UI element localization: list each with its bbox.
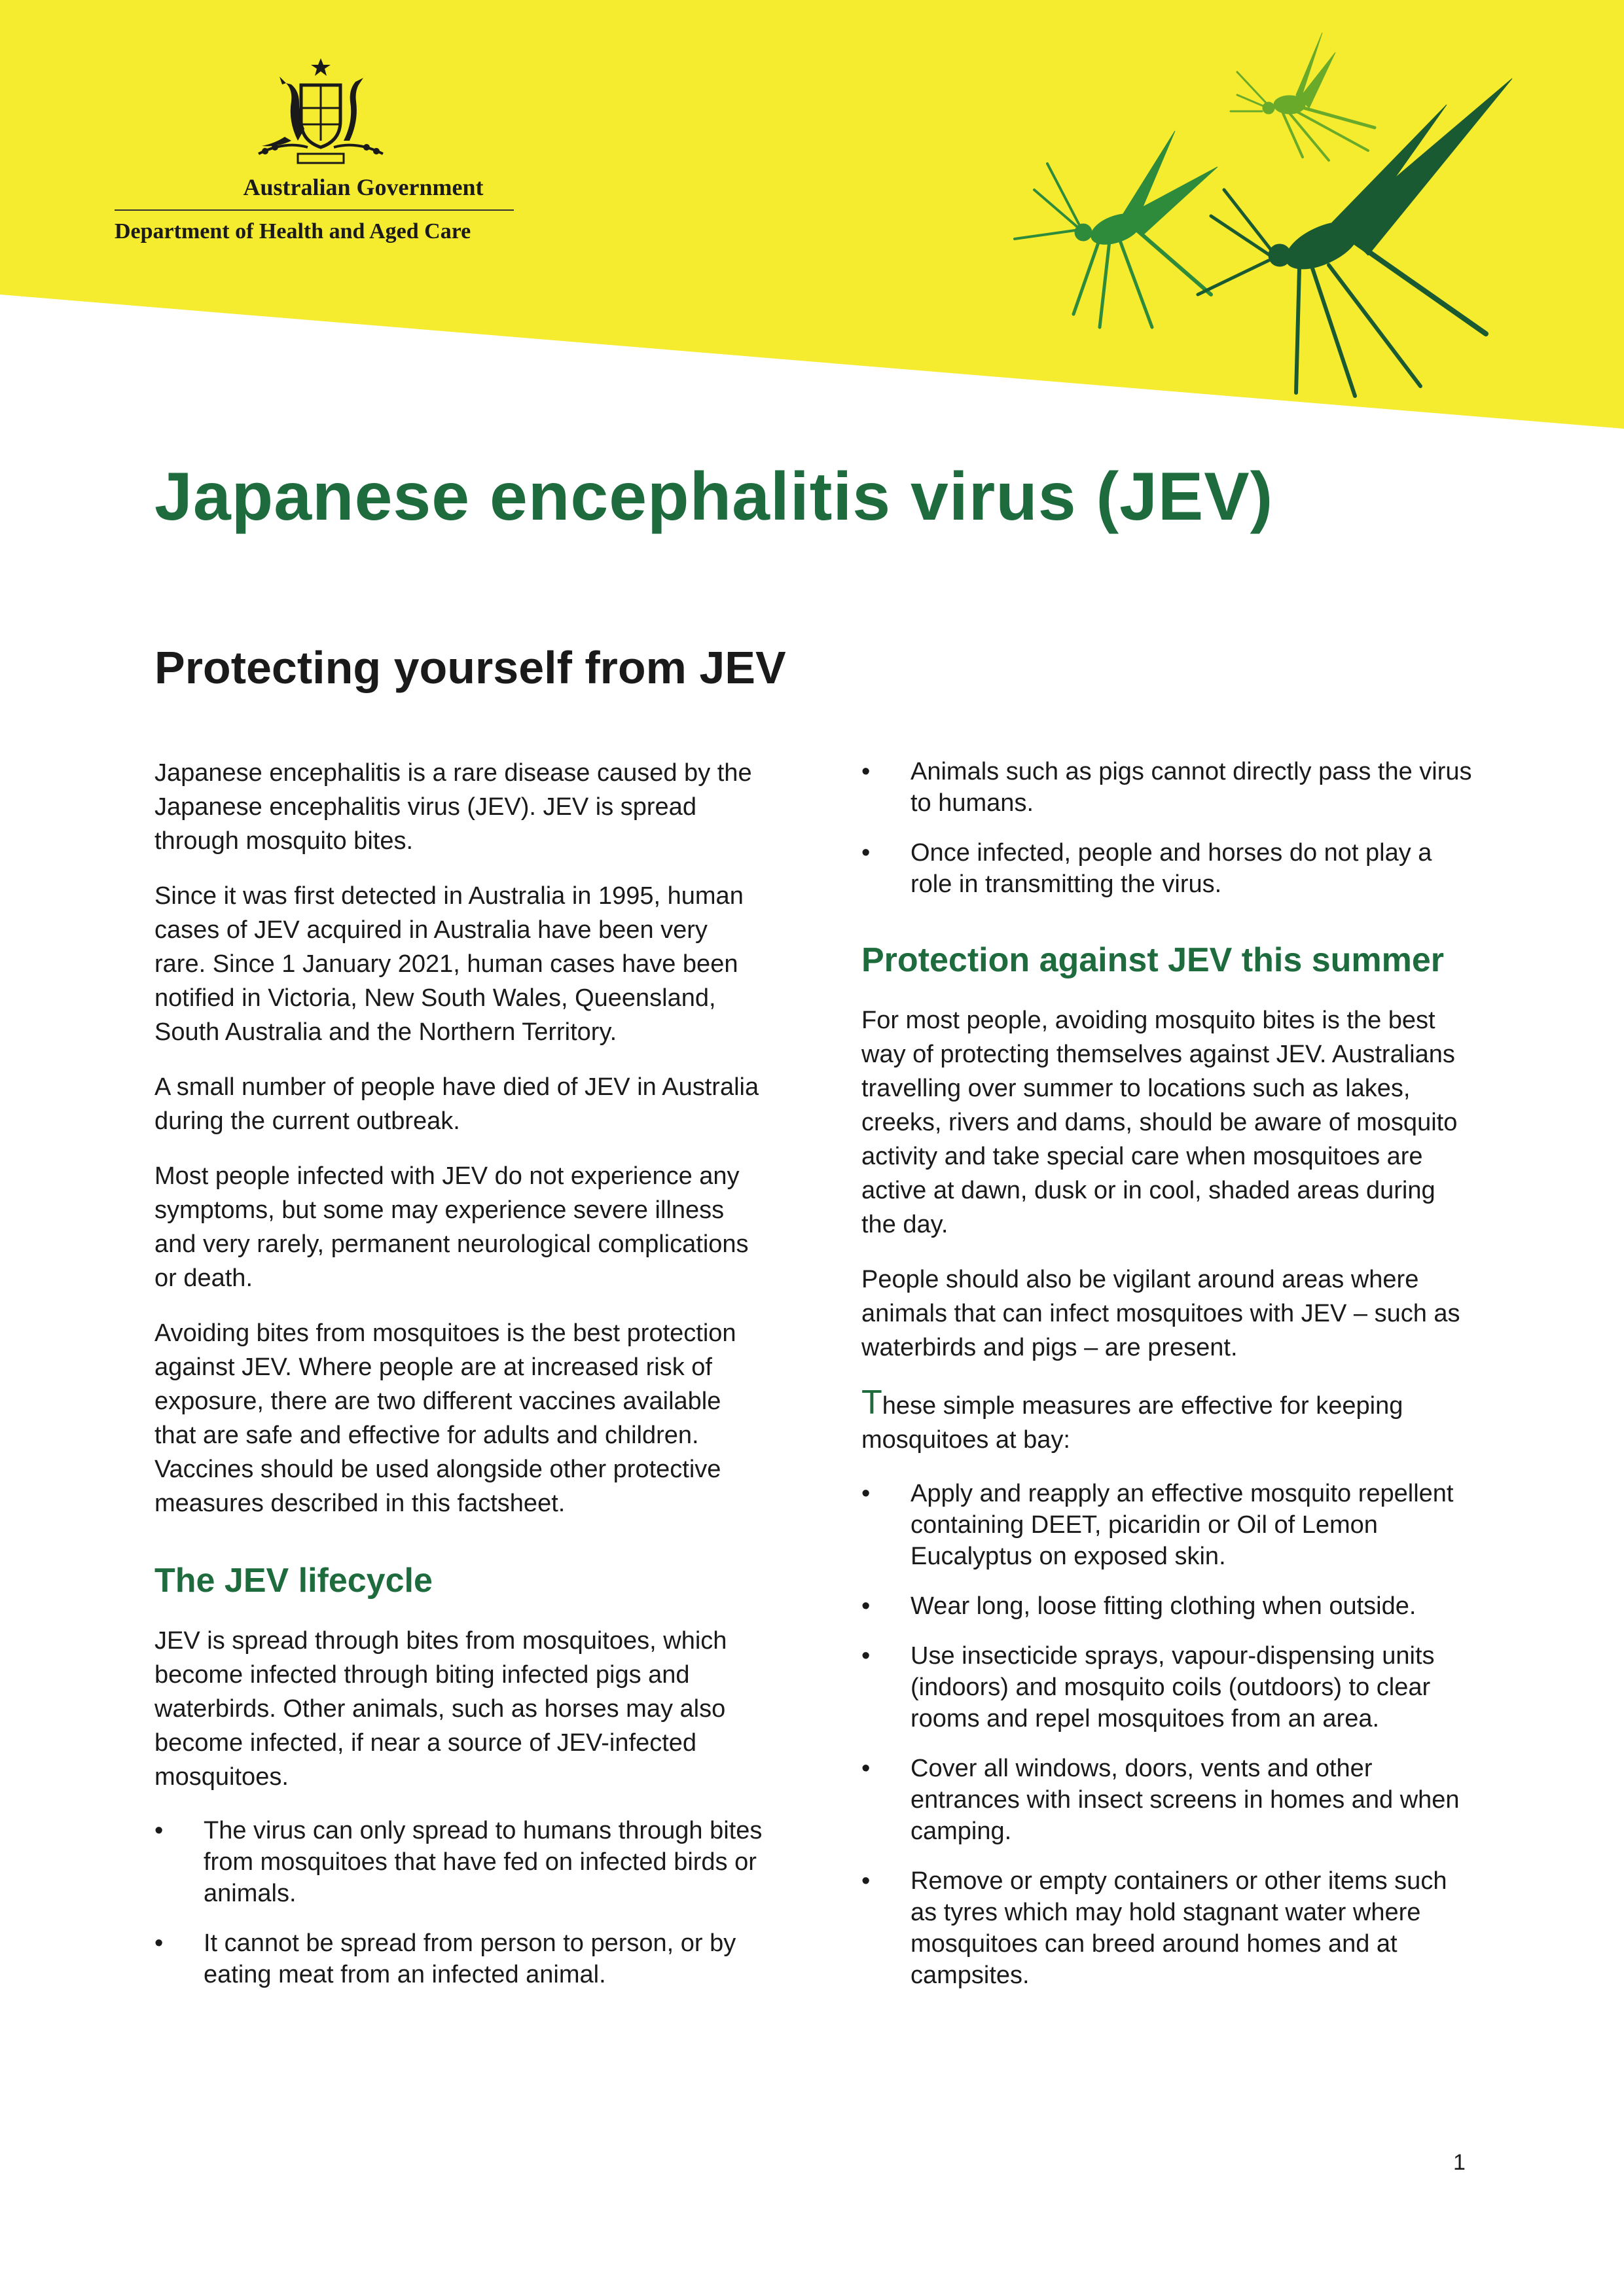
bullet: • [861, 1642, 871, 1670]
lifecycle-heading: The JEV lifecycle [154, 1562, 433, 1600]
australian-coat-of-arms-icon [245, 56, 396, 173]
bullet: • [861, 839, 871, 867]
transmission-list [861, 756, 1477, 900]
protection-paragraph: People should also be vigilant around areas where animals that can infect mosquitoes with JEV – such as waterbirds and pigs – are present. [861, 1266, 1460, 1361]
mosquito-illustration [1001, 20, 1538, 399]
list-item-text: Remove or empty containers or other items such as tyres which may hold stagnant water where mosquitoes can breed around homes and at campsites. [911, 1867, 1447, 1989]
protection-heading: Protection against JEV this summer [861, 941, 1445, 979]
bullet: • [861, 1480, 871, 1507]
intro-paragraph: Most people infected with JEV do not experience any symptoms, but some may experience severe illness and very rarely, permanent neurological complications or death. [154, 1162, 749, 1292]
measures-intro-text: hese simple measures are effective for keeping mosquitoes at bay: [861, 1392, 1403, 1454]
measures-list [861, 1478, 1477, 1991]
bullet: • [861, 1592, 871, 1620]
list-item [861, 1478, 1477, 1572]
intro-paragraph: A small number of people have died of JEV in Australia during the current outbreak. [154, 1073, 759, 1135]
list-item [861, 756, 1477, 819]
government-logo [115, 56, 533, 243]
government-name: Australian Government [243, 174, 484, 200]
bullet: • [154, 1929, 164, 1957]
bullet: • [861, 758, 871, 785]
intro-paragraph: Avoiding bites from mosquitoes is the best protection against JEV. Where people are at increased risk of exposure, there are two different vaccines available that are safe and effective for adults and children. Vaccines should be used alongside other protective measures described in this factsheet. [154, 1319, 736, 1517]
list-item-text: Apply and reapply an effective mosquito repellent containing DEET, picaridin or Oil of Lemon Eucalyptus on exposed skin. [911, 1480, 1454, 1570]
list-item [861, 1865, 1477, 1991]
lifecycle-list [154, 1815, 763, 1990]
mosquito-icon [1231, 33, 1375, 160]
right-column [861, 756, 1477, 2011]
lifecycle-paragraph: JEV is spread through bites from mosquitoes, which become infected through biting infected pigs and waterbirds. Other animals, such as horses may also become infected, if near a source of JEV-infected mosquitoes. [154, 1627, 727, 1791]
mosquito-icon [1015, 131, 1218, 327]
page-subtitle: Protecting yourself from JEV [154, 642, 786, 693]
protection-paragraph: For most people, avoiding mosquito bites is the best way of protecting themselves against JEV. Australians travelling over summer to locations such as lakes, creeks, rivers and dams, should be aware of mosquito activity and take special care when mosquitoes are active at dawn, dusk or in cool, shaded areas during the day. [861, 1007, 1458, 1238]
list-item-text: Animals such as pigs cannot directly pass the virus to humans. [911, 758, 1472, 817]
list-item-text: Cover all windows, doors, vents and other entrances with insect screens in homes and when camping. [911, 1755, 1460, 1845]
bullet: • [861, 1867, 871, 1895]
page-number: 1 [1453, 2150, 1466, 2175]
intro-paragraph: Since it was first detected in Australia in 1995, human cases of JEV acquired in Australia have been very rare. Since 1 January 2021, human cases have been notified in Victoria, New South Wales, Queensland, South Australia and the Northern Territory. [154, 882, 744, 1046]
department-name: Department of Health and Aged Care [115, 219, 471, 243]
list-item-text: Wear long, loose fitting clothing when outside. [911, 1592, 1416, 1620]
list-item-text: It cannot be spread from person to person, or by eating meat from an infected animal. [204, 1929, 736, 1988]
list-item [861, 837, 1477, 900]
header-divider [115, 209, 514, 211]
left-column [154, 756, 763, 2010]
drop-letter: T [861, 1384, 882, 1422]
measures-intro [861, 1386, 1477, 1457]
list-item [861, 1753, 1477, 1847]
intro-paragraph: Japanese encephalitis is a rare disease caused by the Japanese encephalitis virus (JEV). JEV is spread through mosquito bites. [154, 759, 752, 855]
bullet: • [154, 1817, 164, 1844]
mosquito-icon [1198, 79, 1512, 396]
list-item-text: The virus can only spread to humans through bites from mosquitoes that have fed on infected birds or animals. [204, 1817, 763, 1907]
list-item [154, 1815, 763, 1909]
list-item [861, 1640, 1477, 1734]
list-item [154, 1928, 763, 1990]
list-item-text: Once infected, people and horses do not play a role in transmitting the virus. [911, 839, 1432, 898]
list-item [861, 1590, 1477, 1622]
list-item-text: Use insecticide sprays, vapour-dispensing units (indoors) and mosquito coils (outdoors) to clear rooms and repel mosquitoes from an area. [911, 1642, 1435, 1732]
page-title: Japanese encephalitis virus (JEV) [154, 459, 1274, 535]
bullet: • [861, 1755, 871, 1782]
